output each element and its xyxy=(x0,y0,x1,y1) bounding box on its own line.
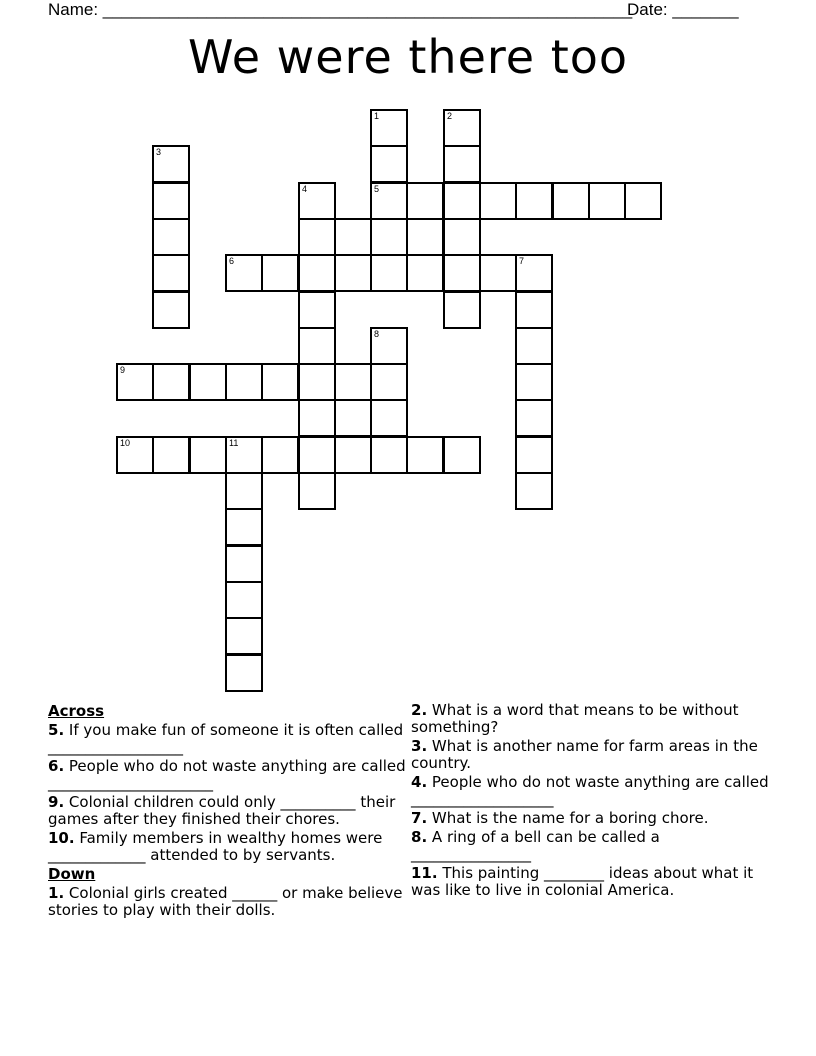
crossword-cell[interactable] xyxy=(116,363,154,401)
crossword-cell[interactable] xyxy=(225,545,263,583)
crossword-cell[interactable] xyxy=(225,363,263,401)
clue-text: What is the name for a boring chore. xyxy=(431,809,709,827)
clue-across-6: 6. People who do not waste anything are called ______________________ xyxy=(48,757,406,792)
crossword-cell[interactable] xyxy=(298,218,336,256)
crossword-cell[interactable] xyxy=(406,254,444,292)
crossword-cell[interactable] xyxy=(406,436,444,474)
crossword-cell[interactable] xyxy=(152,254,190,292)
crossword-cell[interactable] xyxy=(406,182,444,220)
crossword-cell[interactable] xyxy=(443,145,481,183)
clue-number: 2 xyxy=(411,701,422,719)
crossword-cell[interactable] xyxy=(298,363,336,401)
clue-number: 6 xyxy=(48,757,59,775)
cell-number: 4 xyxy=(302,184,308,194)
clue-number: 11 xyxy=(411,864,432,882)
crossword-cell[interactable] xyxy=(225,436,263,474)
cell-number: 11 xyxy=(229,438,239,448)
crossword-cell[interactable] xyxy=(515,291,553,329)
crossword-cell[interactable] xyxy=(334,218,372,256)
cell-number: 6 xyxy=(229,256,235,266)
crossword-cell[interactable] xyxy=(152,363,190,401)
clue-text: What is a word that means to be without something? xyxy=(411,701,739,736)
crossword-cell[interactable] xyxy=(298,436,336,474)
clue-number: 9 xyxy=(48,793,59,811)
crossword-cell[interactable] xyxy=(515,327,553,365)
clue-text: This painting ________ ideas about what it was like to live in colonial America. xyxy=(411,864,754,899)
crossword-cell[interactable] xyxy=(225,654,263,692)
crossword-cell[interactable] xyxy=(225,508,263,546)
clue-text: Colonial girls created ______ or make believe stories to play with their dolls. xyxy=(48,884,403,919)
cell-number: 7 xyxy=(519,256,525,266)
crossword-cell[interactable] xyxy=(370,218,408,256)
cell-number: 9 xyxy=(120,365,126,375)
crossword-cell[interactable] xyxy=(189,363,227,401)
crossword-cell[interactable] xyxy=(261,254,299,292)
crossword-cell[interactable] xyxy=(189,436,227,474)
clue-text: Family members in wealthy homes were _____________ attended to by servants. xyxy=(48,829,383,864)
crossword-cell[interactable] xyxy=(443,182,481,220)
clue-down-3: 3. What is another name for farm areas in the country. xyxy=(411,737,758,772)
clue-number: 10 xyxy=(48,829,69,847)
crossword-cell[interactable] xyxy=(298,327,336,365)
crossword-cell[interactable] xyxy=(370,145,408,183)
crossword-cell[interactable] xyxy=(152,182,190,220)
crossword-cell[interactable] xyxy=(370,182,408,220)
clues-right-column xyxy=(411,702,771,901)
clues-left-column xyxy=(48,702,408,921)
crossword-cell[interactable] xyxy=(443,436,481,474)
clue-number: 7 xyxy=(411,809,422,827)
crossword-cell[interactable] xyxy=(370,327,408,365)
clue-across-5: 5. If you make fun of someone it is often called __________________ xyxy=(48,721,404,756)
name-field-label: Name: ________________________________________________________ xyxy=(48,0,633,19)
clue-down-4: 4. People who do not waste anything are called ___________________ xyxy=(411,773,769,808)
clue-text: Colonial children could only __________ their games after they finished their chores. xyxy=(48,793,396,828)
crossword-cell[interactable] xyxy=(406,218,444,256)
crossword-cell[interactable] xyxy=(225,581,263,619)
crossword-cell[interactable] xyxy=(225,617,263,655)
crossword-cell[interactable] xyxy=(479,254,517,292)
clue-text: What is another name for farm areas in the country. xyxy=(411,737,758,772)
crossword-cell[interactable] xyxy=(370,363,408,401)
crossword-cell[interactable] xyxy=(515,363,553,401)
clue-number: 8 xyxy=(411,828,422,846)
crossword-cell[interactable] xyxy=(515,472,553,510)
crossword-cell[interactable] xyxy=(588,182,626,220)
crossword-cell[interactable] xyxy=(261,436,299,474)
crossword-cell[interactable] xyxy=(116,436,154,474)
crossword-cell[interactable] xyxy=(443,254,481,292)
cell-number: 2 xyxy=(447,111,453,121)
cell-number: 10 xyxy=(120,438,131,448)
crossword-cell[interactable] xyxy=(298,291,336,329)
crossword-cell[interactable] xyxy=(152,436,190,474)
crossword-cell[interactable] xyxy=(334,399,372,437)
crossword-cell[interactable] xyxy=(334,254,372,292)
crossword-cell[interactable] xyxy=(479,182,517,220)
crossword-cell[interactable] xyxy=(515,436,553,474)
crossword-cell[interactable] xyxy=(334,436,372,474)
crossword-cell[interactable] xyxy=(443,218,481,256)
crossword-cell[interactable] xyxy=(370,436,408,474)
crossword-cell[interactable] xyxy=(443,109,481,147)
clue-down-2: 2. What is a word that means to be without something? xyxy=(411,701,739,736)
across-heading: Across xyxy=(48,702,105,720)
crossword-cell[interactable] xyxy=(225,472,263,510)
crossword-cell[interactable] xyxy=(370,399,408,437)
page-title: We were there too xyxy=(187,30,629,84)
crossword-cell[interactable] xyxy=(152,291,190,329)
crossword-cell[interactable] xyxy=(370,254,408,292)
cell-number: 8 xyxy=(374,329,380,339)
crossword-cell[interactable] xyxy=(552,182,590,220)
clue-across-10: 10. Family members in wealthy homes were _____________ attended to by servants. xyxy=(48,829,383,864)
crossword-cell[interactable] xyxy=(515,182,553,220)
clue-down-7: 7. What is the name for a boring chore. xyxy=(411,809,709,827)
crossword-cell[interactable] xyxy=(225,254,263,292)
crossword-cell[interactable] xyxy=(261,363,299,401)
clue-text: People who do not waste anything are called ______________________ xyxy=(48,757,406,792)
cell-number: 5 xyxy=(374,184,380,194)
crossword-cell[interactable] xyxy=(152,145,190,183)
crossword-cell[interactable] xyxy=(515,399,553,437)
crossword-cell[interactable] xyxy=(298,399,336,437)
clue-text: People who do not waste anything are called ___________________ xyxy=(411,773,769,808)
clue-down-8: 8. A ring of a bell can be called a ________________ xyxy=(411,828,660,863)
cell-number: 1 xyxy=(374,111,380,121)
crossword-cell[interactable] xyxy=(298,472,336,510)
clue-text: A ring of a bell can be called a ________________ xyxy=(411,828,660,863)
date-field-label: Date: _______ xyxy=(627,0,739,19)
crossword-cell[interactable] xyxy=(334,363,372,401)
crossword-cell[interactable] xyxy=(298,254,336,292)
clue-down-1: 1. Colonial girls created ______ or make believe stories to play with their dolls. xyxy=(48,884,403,919)
clue-number: 1 xyxy=(48,884,59,902)
clue-number: 3 xyxy=(411,737,422,755)
crossword-cell[interactable] xyxy=(298,182,336,220)
crossword-cell[interactable] xyxy=(370,109,408,147)
crossword-cell[interactable] xyxy=(152,218,190,256)
crossword-cell[interactable] xyxy=(624,182,662,220)
cell-number: 3 xyxy=(156,147,162,157)
clue-text: If you make fun of someone it is often called __________________ xyxy=(48,721,404,756)
crossword-cell[interactable] xyxy=(443,291,481,329)
clue-number: 4 xyxy=(411,773,422,791)
clue-down-11: 11. This painting ________ ideas about what it was like to live in colonial America. xyxy=(411,864,754,899)
clue-across-9: 9. Colonial children could only __________ their games after they finished their chores. xyxy=(48,793,396,828)
crossword-cell[interactable] xyxy=(515,254,553,292)
clue-number: 5 xyxy=(48,721,59,739)
down-heading: Down xyxy=(48,865,96,883)
